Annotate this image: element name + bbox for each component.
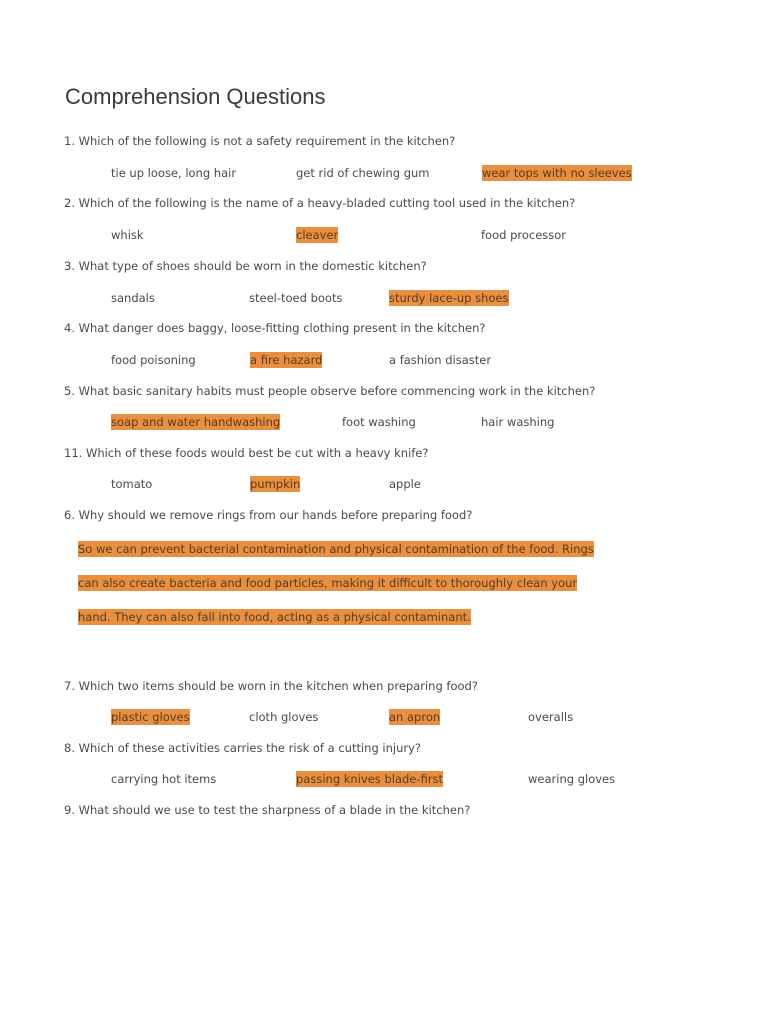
q8-option-1: carrying hot items bbox=[111, 772, 217, 786]
q6-answer-line-1: So we can prevent bacterial contamination and physical contamination of the food. Rings bbox=[78, 542, 594, 556]
question-4: 4. What danger does baggy, loose-fitting clothing present in the kitchen? bbox=[64, 321, 486, 335]
q6-answer-line-3: hand. They can also fall into food, acting as a physical contaminant. bbox=[78, 610, 471, 624]
q3-option-3-highlighted: sturdy lace-up shoes bbox=[389, 291, 509, 305]
q1-option-1: tie up loose, long hair bbox=[111, 166, 237, 180]
question-8: 8. Which of these activities carries the risk of a cutting injury? bbox=[64, 741, 421, 755]
q2-option-3: food processor bbox=[481, 228, 567, 242]
q2-option-2-highlighted: cleaver bbox=[296, 228, 339, 242]
q8-option-2-highlighted: passing knives blade-first bbox=[296, 772, 443, 786]
question-5: 5. What basic sanitary habits must people observe before commencing work in the kitchen? bbox=[64, 384, 596, 398]
q5-option-3: hair washing bbox=[481, 415, 555, 429]
q7-option-2: cloth gloves bbox=[249, 710, 319, 724]
q3-option-1: sandals bbox=[111, 291, 155, 305]
q1-option-2: get rid of chewing gum bbox=[296, 166, 430, 180]
q11-option-1: tomato bbox=[111, 477, 153, 491]
q1-option-3-highlighted: wear tops with no sleeves bbox=[482, 166, 632, 180]
question-3: 3. What type of shoes should be worn in the domestic kitchen? bbox=[64, 259, 427, 273]
question-9: 9. What should we use to test the sharpness of a blade in the kitchen? bbox=[64, 803, 471, 817]
q7-option-1-highlighted: plastic gloves bbox=[111, 710, 190, 724]
question-7: 7. Which two items should be worn in the kitchen when preparing food? bbox=[64, 679, 478, 693]
q8-option-3: wearing gloves bbox=[528, 772, 616, 786]
page-title: Comprehension Questions bbox=[65, 84, 326, 109]
q11-option-2-highlighted: pumpkin bbox=[250, 477, 301, 491]
q7-option-4: overalls bbox=[528, 710, 574, 724]
q2-option-1: whisk bbox=[111, 228, 144, 242]
question-2: 2. Which of the following is the name of a heavy-bladed cutting tool used in the kitchen? bbox=[64, 196, 576, 210]
q3-option-2: steel-toed boots bbox=[249, 291, 343, 305]
question-1: 1. Which of the following is not a safety requirement in the kitchen? bbox=[64, 134, 456, 148]
q7-option-3-highlighted: an apron bbox=[389, 710, 441, 724]
q6-answer-line-2: can also create bacteria and food particles, making it difficult to thoroughly clean your bbox=[78, 576, 578, 590]
q5-option-1-highlighted: soap and water handwashing bbox=[111, 415, 281, 429]
q11-option-3: apple bbox=[389, 477, 421, 491]
q5-option-2: foot washing bbox=[342, 415, 416, 429]
question-6: 6. Why should we remove rings from our hands before preparing food? bbox=[64, 508, 473, 522]
q4-option-1: food poisoning bbox=[111, 353, 196, 367]
q4-option-3: a fashion disaster bbox=[389, 353, 492, 367]
q4-option-2-highlighted: a fire hazard bbox=[250, 353, 323, 367]
question-11: 11. Which of these foods would best be cut with a heavy knife? bbox=[64, 446, 429, 460]
